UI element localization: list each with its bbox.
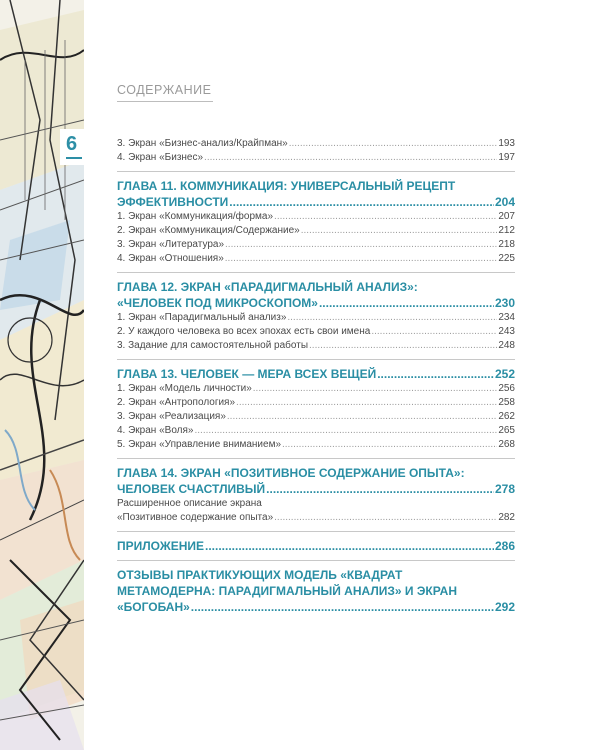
dot-leader	[309, 339, 497, 353]
toc-entry-title: 3. Задание для самостоятельной работы	[117, 340, 309, 351]
chapter-title-line: ГЛАВА 11. КОММУНИКАЦИЯ: УНИВЕРСАЛЬНЫЙ РЕЦЕПТ	[117, 179, 456, 193]
dot-leader	[195, 424, 498, 438]
chapter-page: 204	[494, 195, 515, 209]
divider	[117, 458, 515, 459]
toc-entry-page: 225	[498, 253, 515, 264]
chapter-title-line	[117, 194, 515, 210]
dot-leader	[236, 396, 497, 410]
toc-entry-title: 1. Экран «Коммуникация/форма»	[117, 211, 274, 222]
toc-entry-page: 218	[498, 239, 515, 250]
toc-entry	[117, 252, 515, 266]
toc-entry	[117, 137, 515, 151]
chapter-title: «БОГОБАН»	[117, 600, 190, 614]
toc-entry-page: 265	[498, 425, 515, 436]
toc-entry	[117, 311, 515, 325]
chapter-13	[117, 366, 515, 452]
toc-entry-page: 268	[498, 439, 515, 450]
divider	[117, 171, 515, 172]
toc-entry-title: 3. Экран «Реализация»	[117, 411, 226, 422]
toc-entry-title: 4. Экран «Воля»	[117, 425, 194, 436]
toc-entry-page: 258	[498, 397, 515, 408]
chapter-title-line	[117, 481, 515, 497]
chapter-title: «ЧЕЛОВЕК ПОД МИКРОСКОПОМ»	[117, 296, 318, 310]
toc-entry-page: 197	[498, 152, 515, 163]
divider	[117, 560, 515, 561]
chapter-title: ПРИЛОЖЕНИЕ	[117, 539, 204, 553]
dot-leader	[227, 410, 497, 424]
divider	[117, 359, 515, 360]
chapter-12	[117, 279, 515, 353]
toc-entry-title: Расширенное описание экрана	[117, 498, 262, 509]
reviews-section	[117, 567, 515, 615]
dot-leader	[191, 599, 494, 615]
toc-entry-page: 248	[498, 340, 515, 351]
dot-leader	[319, 295, 494, 311]
toc-entry	[117, 151, 515, 165]
dot-leader	[205, 538, 494, 554]
chapter-page: 278	[494, 482, 515, 496]
table-of-contents	[117, 137, 515, 615]
chapter-title: ГЛАВА 13. ЧЕЛОВЕК — МЕРА ВСЕХ ВЕЩЕЙ	[117, 367, 377, 381]
toc-entry-title: 4. Экран «Бизнес»	[117, 152, 204, 163]
toc-entry-page: 207	[498, 211, 515, 222]
chapter-title-line	[117, 295, 515, 311]
chapter-title-line	[117, 599, 515, 615]
dot-leader	[204, 151, 497, 165]
chapter-title-line	[117, 366, 515, 382]
chapter-title-line: МЕТАМОДЕРНА: ПАРАДИГМАЛЬНЫЙ АНАЛИЗ» И ЭКРАН	[117, 584, 458, 598]
toc-entry-page: 193	[498, 138, 515, 149]
chapter-14	[117, 465, 515, 525]
toc-entry-title: 3. Экран «Бизнес-анализ/Крайпман»	[117, 138, 288, 149]
dot-leader	[282, 438, 497, 452]
toc-entry	[117, 396, 515, 410]
chapter-title-line: ГЛАВА 12. ЭКРАН «ПАРАДИГМАЛЬНЫЙ АНАЛИЗ»:	[117, 280, 418, 294]
toc-entry-page: 234	[498, 312, 515, 323]
toc-entry	[117, 382, 515, 396]
dot-leader	[266, 481, 494, 497]
chapter-11	[117, 178, 515, 266]
toc-entry-title: 3. Экран «Литература»	[117, 239, 225, 250]
chapter-title-line	[117, 538, 515, 554]
toc-entry-title: 1. Экран «Парадигмальный анализ»	[117, 312, 287, 323]
toc-entry-title: 1. Экран «Модель личности»	[117, 383, 252, 394]
chapter-page: 292	[494, 600, 515, 614]
toc-entry	[117, 410, 515, 424]
toc-entry-page: 243	[498, 326, 515, 337]
dot-leader	[253, 382, 498, 396]
toc-entry-title: 2. Экран «Антропология»	[117, 397, 236, 408]
page-number: 6	[66, 133, 78, 155]
divider	[117, 531, 515, 532]
toc-entry-title: 2. У каждого человека во всех эпохах есть свои имена	[117, 326, 371, 337]
dot-leader	[289, 137, 498, 151]
dot-leader	[274, 511, 497, 525]
dot-leader	[225, 252, 498, 266]
toc-entry-page: 212	[498, 225, 515, 236]
toc-entry-title: 5. Экран «Управление вниманием»	[117, 439, 281, 450]
toc-entry-title: «Позитивное содержание опыта»	[117, 512, 274, 523]
toc-entry	[117, 238, 515, 252]
dot-leader	[274, 210, 497, 224]
toc-entry-title: 2. Экран «Коммуникация/Содержание»	[117, 225, 300, 236]
chapter-page: 286	[494, 539, 515, 553]
toc-entry	[117, 438, 515, 452]
dot-leader	[371, 325, 497, 339]
appendix-section	[117, 538, 515, 554]
dot-leader	[287, 311, 497, 325]
dot-leader	[301, 224, 498, 238]
toc-entry-page: 282	[498, 512, 515, 523]
dot-leader	[377, 366, 494, 382]
cover-sketch-artwork	[0, 0, 84, 750]
page-number-badge	[60, 129, 88, 165]
chapter-title-line: ОТЗЫВЫ ПРАКТИКУЮЩИХ МОДЕЛЬ «КВАДРАТ	[117, 568, 403, 582]
dot-leader	[229, 194, 494, 210]
page-number-underline	[66, 157, 82, 159]
toc-entry-page: 256	[498, 383, 515, 394]
toc-entry-page: 262	[498, 411, 515, 422]
toc-entry-title: 4. Экран «Отношения»	[117, 253, 224, 264]
toc-entry	[117, 339, 515, 353]
chapter-title: ЧЕЛОВЕК СЧАСТЛИВЫЙ	[117, 482, 266, 496]
toc-header: СОДЕРЖАНИЕ	[117, 83, 213, 102]
toc-entry	[117, 224, 515, 238]
chapter-page: 230	[494, 296, 515, 310]
chapter-page: 252	[494, 367, 515, 381]
toc-entry	[117, 511, 515, 525]
dot-leader	[225, 238, 497, 252]
toc-entry	[117, 325, 515, 339]
toc-entry	[117, 424, 515, 438]
divider	[117, 272, 515, 273]
chapter-title: ЭФФЕКТИВНОСТИ	[117, 195, 229, 209]
toc-entry	[117, 210, 515, 224]
chapter-title-line: ГЛАВА 14. ЭКРАН «ПОЗИТИВНОЕ СОДЕРЖАНИЕ ОПЫТА»:	[117, 466, 465, 480]
